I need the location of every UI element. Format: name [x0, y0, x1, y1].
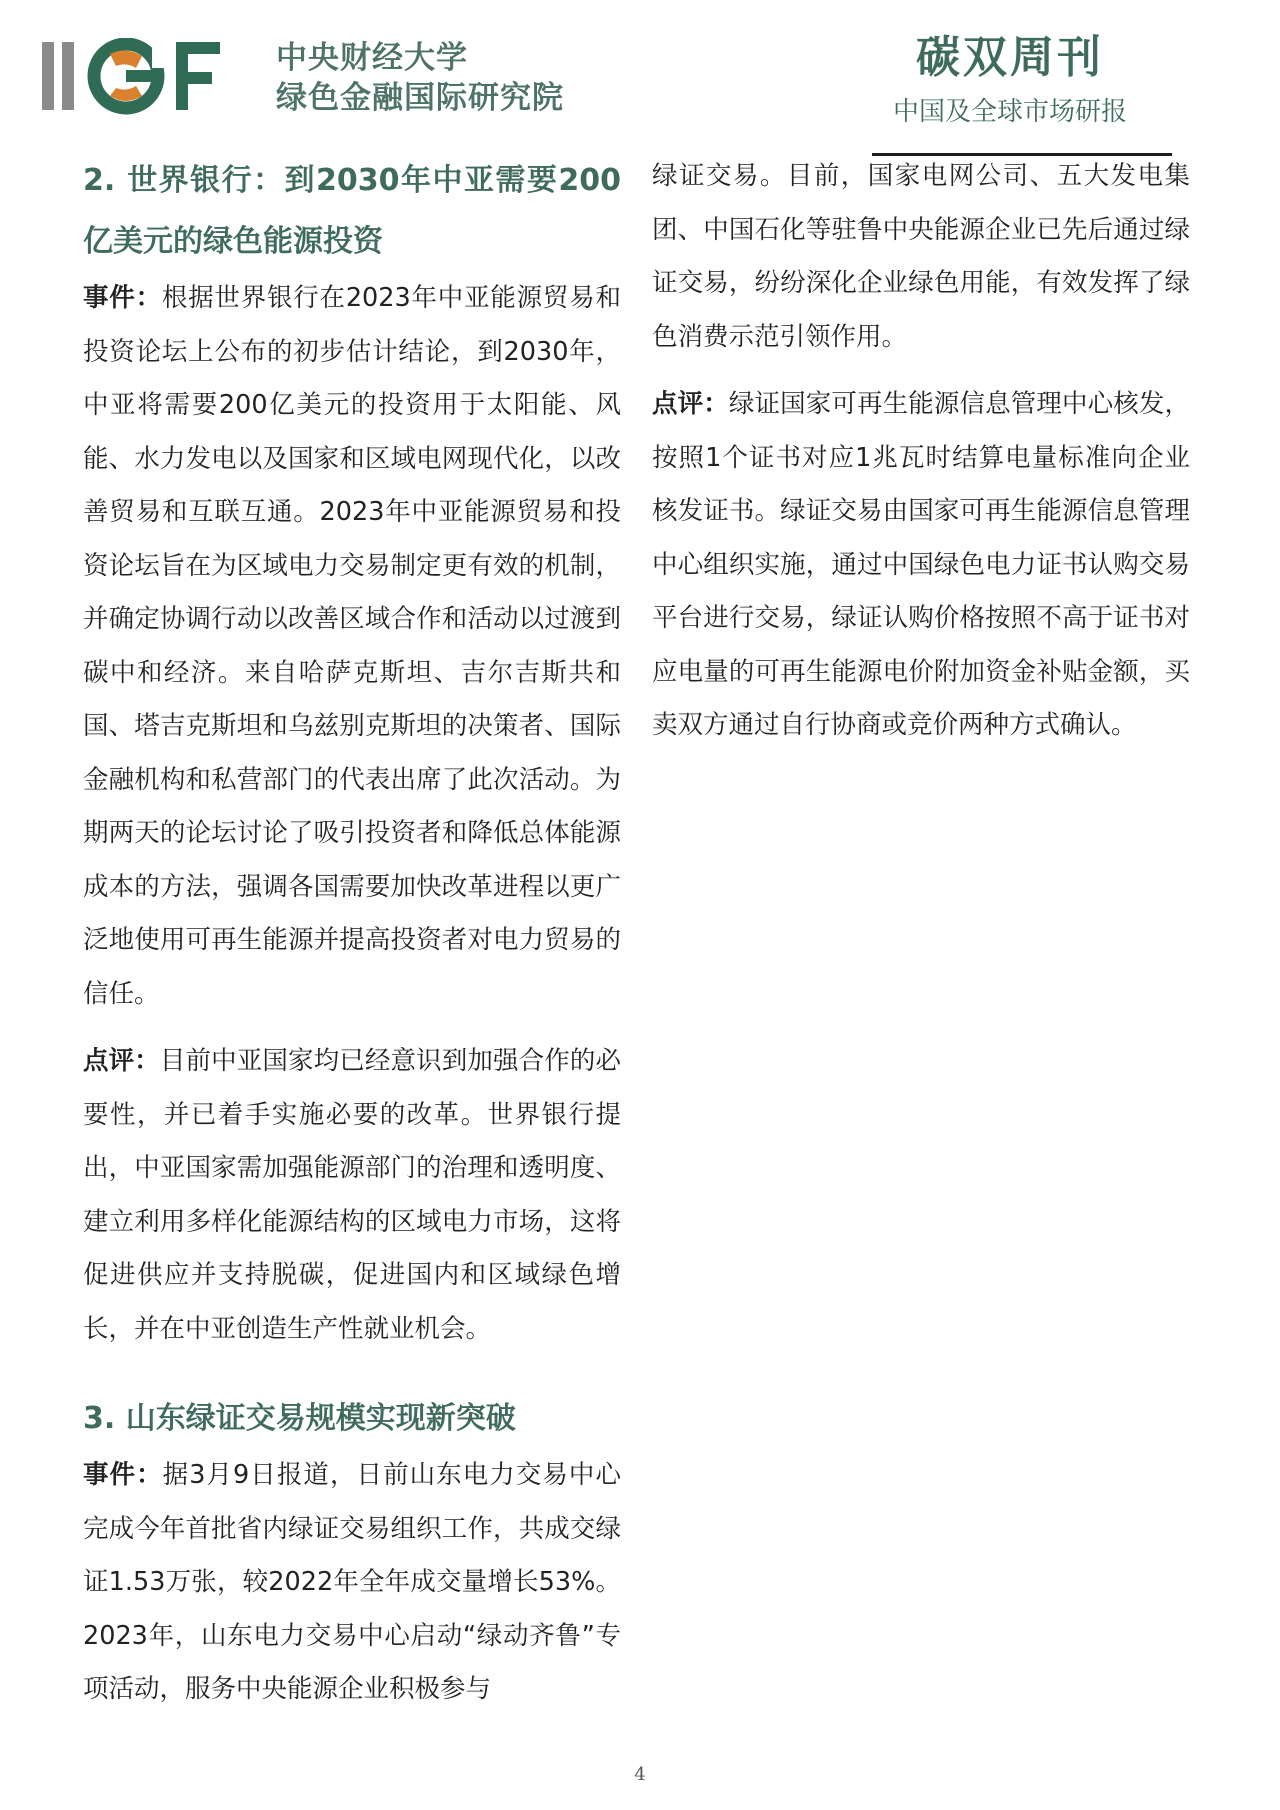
- comment-label: 点评：: [83, 1046, 160, 1076]
- left-column: [83, 150, 621, 1731]
- organization-name-line1: 中央财经大学: [276, 40, 468, 76]
- page-number: 4: [634, 1764, 646, 1785]
- event-label: 事件：: [83, 283, 162, 313]
- event-paragraph-world-bank: [83, 272, 621, 1021]
- iigf-logo-mark: [40, 38, 260, 118]
- event-text: 据3月9日报道，日前山东电力交易中心完成今年首批省内绿证交易组织工作，共成交绿证1.53万张，较2022年全年成交量增长53%。2023年，山东电力交易中心启动“绿动齐鲁”专项活动，服务中央能源企业积极参与: [83, 1460, 621, 1704]
- comment-paragraph-shandong: [652, 378, 1190, 753]
- right-column: [652, 150, 1190, 767]
- organization-name: [276, 38, 564, 118]
- event-paragraph-shandong: [83, 1449, 621, 1717]
- event-text: 根据世界银行在2023年中亚能源贸易和投资论坛上公布的初步估计结论，到2030年，中亚将需要200亿美元的投资用于太阳能、风能、水力发电以及国家和区域电网现代化，以改善贸易和互联互通。2023年中亚能源贸易和投资论坛旨在为区域电力交易制定更有效的机制，并确定协调行动以改善区域合作和活动以过渡到碳中和经济。来自哈萨克斯坦、吉尔吉斯共和国、塔吉克斯坦和乌兹别克斯坦的决策者、国际金融机构和私营部门的代表出席了此次活动。为期两天的论坛讨论了吸引投资者和降低总体能源成本的方法，强调各国需要加快改革进程以更广泛地使用可再生能源并提高投资者对电力贸易的信任。: [83, 283, 621, 1009]
- iigf-logo: [40, 38, 640, 118]
- section-spacer: [83, 1370, 621, 1388]
- publication-subtitle: 中国及全球市场研报: [892, 97, 1127, 127]
- organization-name-line2: 绿色金融国际研究院: [276, 80, 564, 116]
- continuation-paragraph: 绿证交易。目前，国家电网公司、五大发电集团、中国石化等驻鲁中央能源企业已先后通过绿证交易，纷纷深化企业绿色用能，有效发挥了绿色消费示范引领作用。: [652, 161, 1190, 352]
- comment-label: 点评：: [652, 389, 729, 419]
- section-title-world-bank: 2. 世界银行：到2030年中亚需要200亿美元的绿色能源投资: [83, 163, 621, 259]
- comment-paragraph-world-bank: [83, 1035, 621, 1356]
- publication-title: 碳双周刊: [916, 32, 1104, 83]
- page-header: [0, 0, 1280, 160]
- event-label: 事件：: [83, 1460, 163, 1490]
- comment-text: 绿证国家可再生能源信息管理中心核发，按照1个证书对应1兆瓦时结算电量标准向企业核发证书。绿证交易由国家可再生能源信息管理中心组织实施，通过中国绿色电力证书认购交易平台进行交易，绿证认购价格按照不高于证书对应电量的可再生能源电价附加资金补贴金额，买卖双方通过自行协商或竞价两种方式确认。: [652, 389, 1190, 740]
- publication-brand: [840, 30, 1180, 132]
- section-title-shandong: 3. 山东绿证交易规模实现新突破: [83, 1401, 516, 1436]
- comment-text: 目前中亚国家均已经意识到加强合作的必要性，并已着手实施必要的改革。世界银行提出，中亚国家需加强能源部门的治理和透明度、建立利用多样化能源结构的区域电力市场，这将促进供应并支持脱碳，促进国内和区域绿色增长，并在中亚创造生产性就业机会。: [83, 1046, 621, 1344]
